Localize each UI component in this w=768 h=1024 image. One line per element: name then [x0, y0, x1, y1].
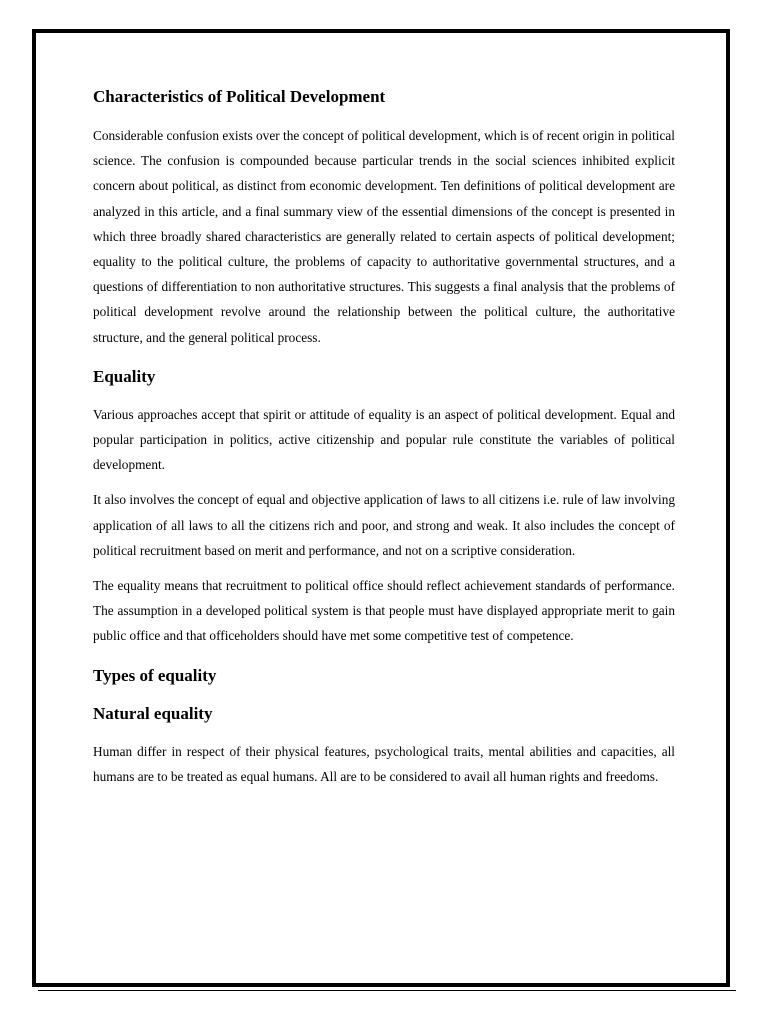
natural-equality-paragraph: Human differ in respect of their physical features, psychological traits, mental abilities and capacities, all humans are to be treated as equal humans. All are to be considered to avail all human rights and freedoms.: [93, 743, 675, 784]
equality-paragraph-1: Various approaches accept that spirit or attitude of equality is an aspect of political development. Equal and popular participation in politics, active citizenship and popular rule constitute the variables of political development.: [93, 406, 675, 473]
intro-paragraph: Considerable confusion exists over the concept of political development, which is of recent origin in political science. The confusion is compounded because particular trends in the social sciences inhibited explicit concern about political, as distinct from economic development. Ten definitions of political development are analyzed in this article, and a final summary view of the essential dimensions of the concept is presented in which three broadly shared characteristics are generally related to certain aspects of political development; equality to the political culture, the problems of capacity to authoritative governmental structures, and a questions of differentiation to non authoritative structures. This suggests a final analysis that the problems of political development revolve around the relationship between the political culture, the authoritative structure, and the general political process.: [93, 128, 675, 345]
page-border-shadow: [38, 990, 736, 991]
equality-paragraph-2: It also involves the concept of equal and objective application of laws to all citizens i.e. rule of law involving application of all laws to all the citizens rich and poor, and strong and weak. It also includes the concept of political recruitment based on merit and performance, and not on a scriptive consideration.: [93, 492, 675, 558]
document-body: [93, 84, 675, 789]
section-heading-natural-equality: Natural equality: [93, 703, 213, 723]
equality-paragraph-3: The equality means that recruitment to political office should reflect achievement standards of performance. The assumption in a developed political system is that people must have displayed appropriate merit to gain public office and that officeholders should have met some competitive test of competence.: [93, 578, 675, 644]
page-title: Characteristics of Political Development: [93, 87, 386, 106]
section-heading-equality: Equality: [93, 366, 156, 386]
section-heading-types-of-equality: Types of equality: [93, 665, 217, 685]
